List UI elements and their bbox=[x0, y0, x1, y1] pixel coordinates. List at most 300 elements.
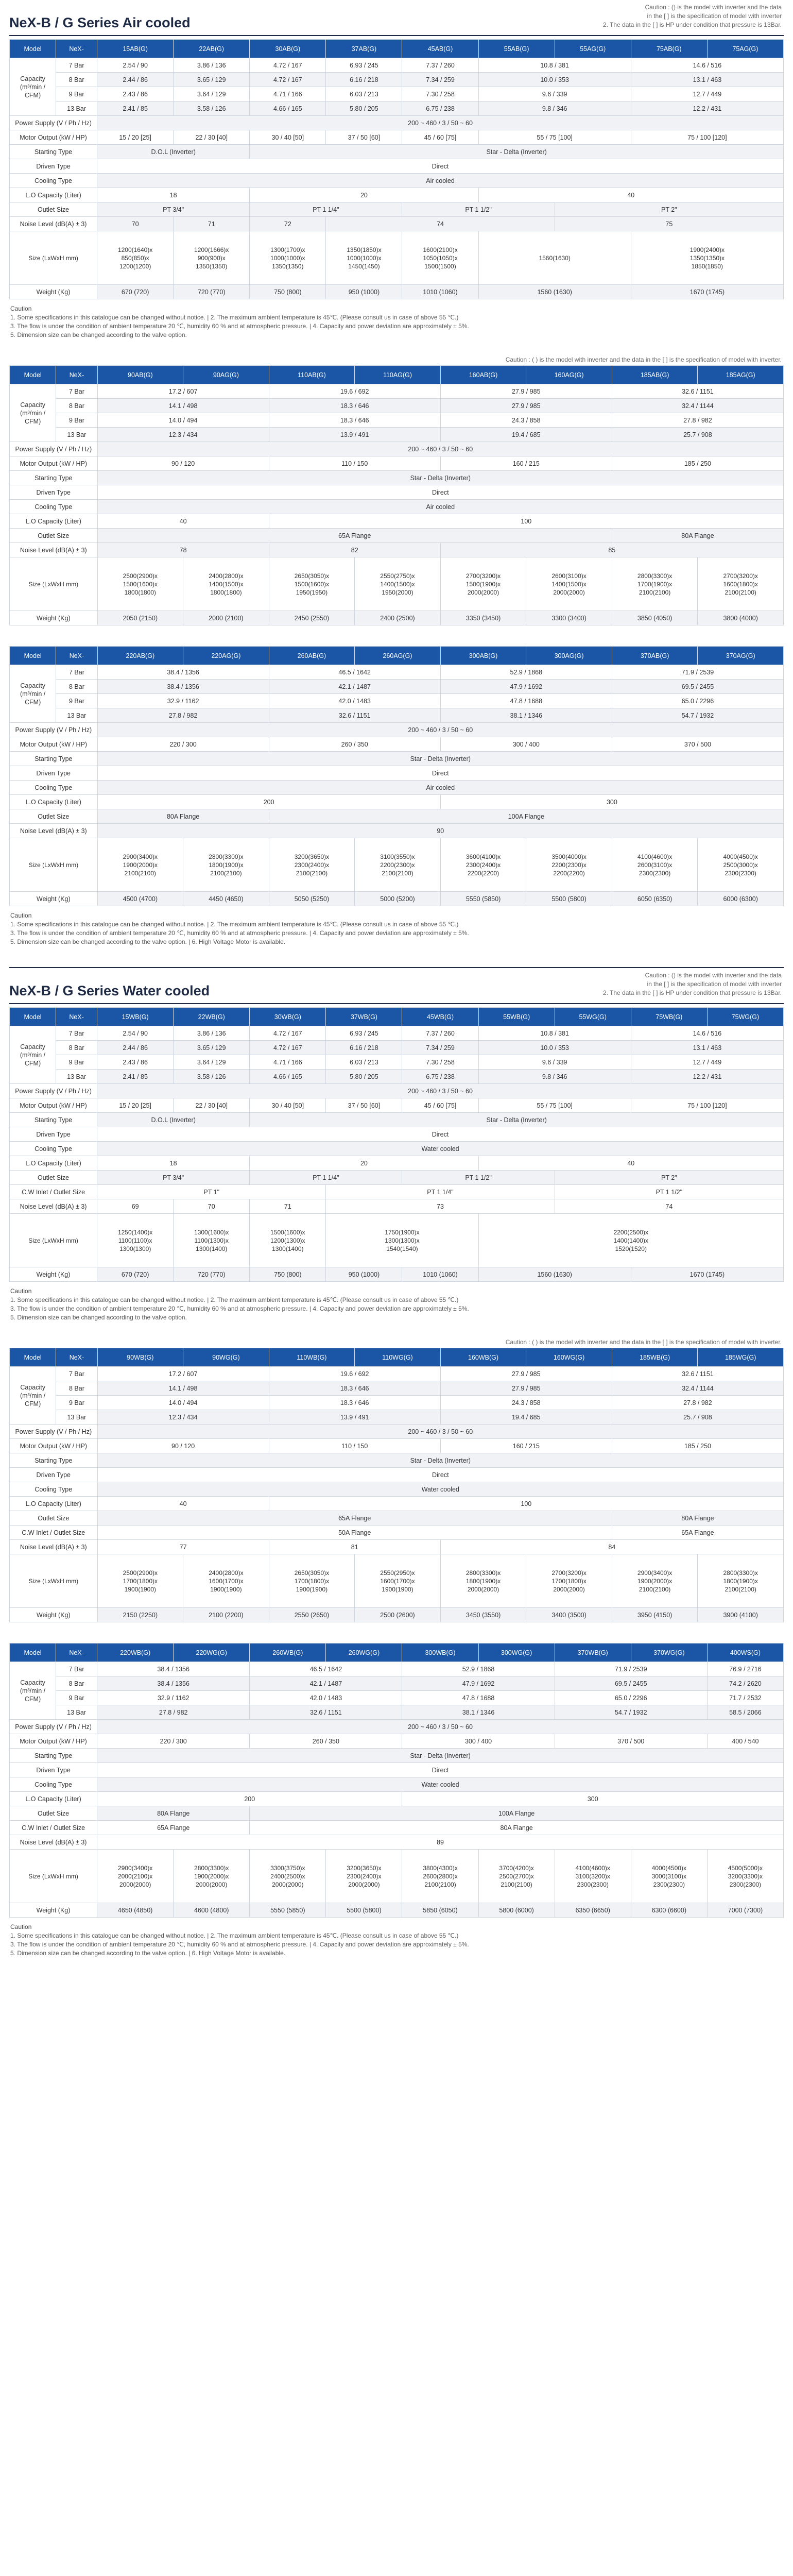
capacity-value: 18.3 / 646 bbox=[269, 1396, 440, 1410]
starting-row bbox=[10, 1113, 784, 1127]
capacity-value: 27.8 / 982 bbox=[97, 708, 269, 723]
header-cell: Model bbox=[10, 40, 56, 58]
header-row bbox=[10, 1348, 784, 1367]
lo-row bbox=[10, 514, 784, 529]
caution-line: 5. Dimension size can be changed according to the valve option. bbox=[10, 1314, 187, 1321]
row-value: 7000 (7300) bbox=[707, 1903, 783, 1918]
row-label: L.O Capacity (Liter) bbox=[10, 514, 98, 529]
note-line: in the [ ] is the specification of model with inverter bbox=[647, 12, 782, 20]
capacity-value: 2.41 / 85 bbox=[97, 1070, 174, 1084]
row-value: 2800(3300)x 1800(1900)x 2100(2100) bbox=[698, 1554, 784, 1608]
pressure-label: 8 Bar bbox=[56, 680, 97, 694]
capacity-value: 3.65 / 129 bbox=[174, 1041, 250, 1055]
header-cell: 110WG(G) bbox=[355, 1348, 441, 1367]
caution-heading: Caution bbox=[10, 1287, 32, 1295]
row-value: 75 bbox=[555, 217, 783, 231]
header-cell: 220WG(G) bbox=[174, 1643, 250, 1662]
row-value: 5050 (5250) bbox=[269, 892, 355, 906]
noise-row bbox=[10, 824, 784, 838]
capacity-value: 19.4 / 685 bbox=[440, 1410, 612, 1425]
capacity-row bbox=[10, 1410, 784, 1425]
row-value: 65A Flange bbox=[612, 1526, 783, 1540]
cooling-row bbox=[10, 781, 784, 795]
row-value: 750 (800) bbox=[250, 1267, 326, 1282]
capacity-label: Capacity (m³/min / CFM) bbox=[10, 58, 56, 116]
row-value: 2050 (2150) bbox=[97, 611, 183, 625]
driven-row bbox=[10, 1468, 784, 1482]
capacity-value: 9.6 / 339 bbox=[478, 1055, 631, 1070]
capacity-row bbox=[10, 1676, 784, 1691]
row-value: 185 / 250 bbox=[612, 1439, 783, 1453]
row-value: 2450 (2550) bbox=[269, 611, 355, 625]
row-value: PT 1 1/4" bbox=[326, 1185, 555, 1199]
row-label: Cooling Type bbox=[10, 500, 98, 514]
capacity-value: 38.1 / 1346 bbox=[440, 708, 612, 723]
driven-row bbox=[10, 1763, 784, 1777]
capacity-value: 65.0 / 2296 bbox=[555, 1691, 707, 1705]
row-label: Cooling Type bbox=[10, 1777, 97, 1792]
pressure-label: 13 Bar bbox=[56, 1410, 97, 1425]
note-line: in the [ ] is the specification of model with inverter bbox=[647, 980, 782, 988]
noise-row bbox=[10, 543, 784, 557]
capacity-label: Capacity (m³/min / CFM) bbox=[10, 665, 56, 723]
pressure-label: 9 Bar bbox=[56, 87, 97, 101]
capacity-value: 9.8 / 346 bbox=[478, 101, 631, 116]
caution-heading: Caution bbox=[10, 305, 32, 312]
header-cell: NeX- bbox=[56, 1348, 97, 1367]
row-label: Cooling Type bbox=[10, 1142, 97, 1156]
row-value: Direct bbox=[97, 159, 784, 174]
header-cell: 300WB(G) bbox=[402, 1643, 478, 1662]
row-value: Star - Delta (Inverter) bbox=[250, 145, 784, 159]
driven-row bbox=[10, 766, 784, 781]
capacity-value: 2.54 / 90 bbox=[97, 1026, 174, 1041]
row-label: Noise Level (dB(A) ± 3) bbox=[10, 543, 98, 557]
row-label: Size (LxWxH mm) bbox=[10, 1850, 97, 1903]
row-label: Driven Type bbox=[10, 485, 98, 500]
capacity-value: 25.7 / 908 bbox=[612, 428, 783, 442]
row-label: Size (LxWxH mm) bbox=[10, 1214, 97, 1267]
capacity-value: 2.43 / 86 bbox=[97, 87, 174, 101]
capacity-value: 6.03 / 213 bbox=[326, 1055, 402, 1070]
weight-row bbox=[10, 1608, 784, 1622]
row-value: 2500 (2600) bbox=[355, 1608, 441, 1622]
row-value: 3600(4100)x 2300(2400)x 2200(2200) bbox=[440, 838, 526, 892]
header-cell: 370WG(G) bbox=[631, 1643, 707, 1662]
row-label: Motor Output (kW / HP) bbox=[10, 130, 97, 145]
header-cell: 260AB(G) bbox=[269, 647, 355, 665]
row-value: 37 / 50 [60] bbox=[326, 130, 402, 145]
capacity-value: 58.5 / 2066 bbox=[707, 1705, 783, 1720]
cooling-row bbox=[10, 1142, 784, 1156]
cw-row bbox=[10, 1526, 784, 1540]
header-cell: 55WB(G) bbox=[478, 1008, 555, 1026]
header-cell: 260AG(G) bbox=[355, 647, 441, 665]
row-value: 84 bbox=[440, 1540, 783, 1554]
row-value: 22 / 30 [40] bbox=[174, 1098, 250, 1113]
capacity-value: 47.9 / 1692 bbox=[440, 680, 612, 694]
row-value: 4000(4500)x 3000(3100)x 2300(2300) bbox=[631, 1850, 707, 1903]
row-label: Outlet Size bbox=[10, 202, 97, 217]
row-value: 185 / 250 bbox=[612, 456, 783, 471]
size-row bbox=[10, 1850, 784, 1903]
row-value: 81 bbox=[269, 1540, 440, 1554]
row-value: 77 bbox=[97, 1540, 269, 1554]
row-value: 670 (720) bbox=[97, 1267, 174, 1282]
row-label: Cooling Type bbox=[10, 174, 97, 188]
lo-row bbox=[10, 188, 784, 202]
caution-line: 1. Some specifications in this catalogue can be changed without notice. | 2. The maximum ambient temperature is 45℃. (Please consult us in case of above 55 ℃.) bbox=[10, 314, 459, 321]
caution-line: 5. Dimension size can be changed according to the valve option. bbox=[10, 331, 187, 338]
weight-row bbox=[10, 1903, 784, 1918]
row-value: 2650(3050)x 1500(1600)x 1950(1950) bbox=[269, 557, 355, 611]
row-value: 4000(4500)x 2500(3000)x 2300(2300) bbox=[698, 838, 784, 892]
capacity-row bbox=[10, 1026, 784, 1041]
capacity-value: 9.6 / 339 bbox=[478, 87, 631, 101]
row-value: 90 bbox=[97, 824, 783, 838]
header-row bbox=[10, 40, 784, 58]
row-value: 1010 (1060) bbox=[402, 1267, 478, 1282]
capacity-value: 71.9 / 2539 bbox=[555, 1662, 707, 1676]
capacity-value: 27.9 / 985 bbox=[440, 1381, 612, 1396]
capacity-value: 18.3 / 646 bbox=[269, 413, 440, 428]
row-value: PT 1 1/2" bbox=[555, 1185, 783, 1199]
row-value: 5000 (5200) bbox=[355, 892, 441, 906]
outlet-row bbox=[10, 529, 784, 543]
header-cell: 160WG(G) bbox=[526, 1348, 612, 1367]
row-value: 1200(1666)x 900(900)x 1350(1350) bbox=[174, 231, 250, 285]
capacity-value: 27.8 / 982 bbox=[612, 413, 783, 428]
capacity-row bbox=[10, 1381, 784, 1396]
row-value: 200 ~ 460 / 3 / 50 ~ 60 bbox=[97, 723, 783, 737]
row-value: 2700(3200)x 1600(1800)x 2100(2100) bbox=[698, 557, 784, 611]
capacity-label: Capacity (m³/min / CFM) bbox=[10, 1662, 56, 1720]
row-value: 1350(1850)x 1000(1000)x 1450(1450) bbox=[326, 231, 402, 285]
row-label: Size (LxWxH mm) bbox=[10, 1554, 98, 1608]
capacity-value: 69.5 / 2455 bbox=[612, 680, 783, 694]
row-value: 100A Flange bbox=[269, 809, 783, 824]
row-value: 200 bbox=[97, 1792, 402, 1806]
capacity-row bbox=[10, 58, 784, 73]
row-value: 200 bbox=[97, 795, 440, 809]
row-value: 80A Flange bbox=[612, 1511, 783, 1526]
motor-row bbox=[10, 1098, 784, 1113]
row-value: Direct bbox=[97, 1127, 784, 1142]
header-cell: 300AG(G) bbox=[526, 647, 612, 665]
row-value: 6000 (6300) bbox=[698, 892, 784, 906]
header-cell: 15AB(G) bbox=[97, 40, 174, 58]
title-rule bbox=[9, 35, 784, 36]
capacity-value: 2.54 / 90 bbox=[97, 58, 174, 73]
row-value: 2550(2950)x 1600(1700)x 1900(1900) bbox=[355, 1554, 441, 1608]
header-cell: NeX- bbox=[56, 1643, 97, 1662]
section-title bbox=[9, 0, 784, 35]
row-value: 720 (770) bbox=[174, 1267, 250, 1282]
weight-row bbox=[10, 285, 784, 299]
pressure-label: 7 Bar bbox=[56, 384, 97, 399]
header-cell: 37AB(G) bbox=[326, 40, 402, 58]
pressure-label: 8 Bar bbox=[56, 73, 97, 87]
starting-row bbox=[10, 1453, 784, 1468]
row-label: Noise Level (dB(A) ± 3) bbox=[10, 1199, 97, 1214]
motor-row bbox=[10, 737, 784, 752]
header-cell: Model bbox=[10, 647, 56, 665]
row-value: 4650 (4850) bbox=[97, 1903, 174, 1918]
outlet-row bbox=[10, 809, 784, 824]
row-label: Power Supply (V / Ph / Hz) bbox=[10, 1425, 98, 1439]
row-label: Starting Type bbox=[10, 1749, 97, 1763]
capacity-value: 14.0 / 494 bbox=[97, 1396, 269, 1410]
capacity-value: 47.8 / 1688 bbox=[402, 1691, 555, 1705]
capacity-value: 10.0 / 353 bbox=[478, 1041, 631, 1055]
capacity-value: 14.6 / 516 bbox=[631, 58, 783, 73]
row-value: 55 / 75 [100] bbox=[478, 1098, 631, 1113]
row-value: 1300(1600)x 1100(1300)x 1300(1400) bbox=[174, 1214, 250, 1267]
capacity-row bbox=[10, 1705, 784, 1720]
capacity-value: 27.9 / 985 bbox=[440, 1367, 612, 1381]
row-value: 74 bbox=[555, 1199, 783, 1214]
row-value: 300 bbox=[440, 795, 783, 809]
row-value: 2150 (2250) bbox=[97, 1608, 183, 1622]
row-value: 300 / 400 bbox=[402, 1734, 555, 1749]
spacer bbox=[9, 1622, 784, 1643]
capacity-row bbox=[10, 1070, 784, 1084]
capacity-row bbox=[10, 708, 784, 723]
section-title bbox=[9, 968, 784, 1003]
capacity-value: 38.4 / 1356 bbox=[97, 1676, 250, 1691]
row-value: 70 bbox=[97, 217, 174, 231]
row-value: Water cooled bbox=[97, 1142, 784, 1156]
size-row bbox=[10, 838, 784, 892]
row-value: 1560 (1630) bbox=[478, 285, 631, 299]
capacity-row bbox=[10, 680, 784, 694]
row-value: 74 bbox=[326, 217, 555, 231]
header-cell: 220AG(G) bbox=[183, 647, 269, 665]
capacity-row bbox=[10, 73, 784, 87]
header-cell: 220WB(G) bbox=[97, 1643, 174, 1662]
capacity-row bbox=[10, 1367, 784, 1381]
capacity-value: 71.9 / 2539 bbox=[612, 665, 783, 680]
capacity-value: 7.30 / 258 bbox=[402, 1055, 478, 1070]
row-value: PT 1 1/2" bbox=[402, 202, 555, 217]
row-value: 370 / 500 bbox=[612, 737, 783, 752]
row-value: 200 ~ 460 / 3 / 50 ~ 60 bbox=[97, 116, 784, 130]
row-label: Weight (Kg) bbox=[10, 1608, 98, 1622]
row-value: Star - Delta (Inverter) bbox=[97, 1453, 783, 1468]
capacity-row bbox=[10, 1691, 784, 1705]
header-cell: 22WB(G) bbox=[174, 1008, 250, 1026]
capacity-value: 12.2 / 431 bbox=[631, 101, 783, 116]
row-value: 80A Flange bbox=[97, 1806, 250, 1821]
lo-row bbox=[10, 1497, 784, 1511]
capacity-value: 18.3 / 646 bbox=[269, 1381, 440, 1396]
row-label: C.W Inlet / Outlet Size bbox=[10, 1185, 97, 1199]
row-value: 1670 (1745) bbox=[631, 1267, 783, 1282]
header-cell: 75AB(G) bbox=[631, 40, 707, 58]
row-label: Starting Type bbox=[10, 1453, 98, 1468]
title-rule bbox=[9, 1003, 784, 1004]
row-value: 1560(1630) bbox=[478, 231, 631, 285]
row-value: 1200(1640)x 850(850)x 1200(1200) bbox=[97, 231, 174, 285]
caption-line: Caution : ( ) is the model with inverter and the data in the [ ] is the specification of model with inverter. bbox=[505, 356, 782, 363]
capacity-value: 38.4 / 1356 bbox=[97, 1662, 250, 1676]
caution-line: 3. The flow is under the condition of ambient temperature 20 ℃, humidity 60 % and at atmospheric pressure. | 4. Capacity and power deviation are approximately ± 5%. bbox=[10, 1305, 469, 1312]
size-row bbox=[10, 1554, 784, 1608]
row-label: Cooling Type bbox=[10, 1482, 98, 1497]
header-row bbox=[10, 366, 784, 384]
capacity-value: 27.9 / 985 bbox=[440, 399, 612, 413]
row-value: 1560 (1630) bbox=[478, 1267, 631, 1282]
spec-table bbox=[9, 1007, 784, 1282]
row-value: 45 / 60 [75] bbox=[402, 130, 478, 145]
row-value: 160 / 215 bbox=[440, 1439, 612, 1453]
header-cell: Model bbox=[10, 366, 56, 384]
capacity-value: 32.9 / 1162 bbox=[97, 694, 269, 708]
row-value: 100 bbox=[269, 514, 783, 529]
row-label: Driven Type bbox=[10, 1127, 97, 1142]
row-value: 82 bbox=[269, 543, 440, 557]
capacity-value: 42.1 / 1487 bbox=[250, 1676, 402, 1691]
caution-block bbox=[9, 1918, 784, 1958]
outlet-row bbox=[10, 1171, 784, 1185]
capacity-value: 6.93 / 245 bbox=[326, 1026, 402, 1041]
capacity-value: 65.0 / 2296 bbox=[612, 694, 783, 708]
capacity-value: 32.6 / 1151 bbox=[612, 384, 783, 399]
capacity-value: 7.34 / 259 bbox=[402, 73, 478, 87]
row-value: 3950 (4150) bbox=[612, 1608, 698, 1622]
row-label: L.O Capacity (Liter) bbox=[10, 1792, 97, 1806]
pressure-label: 9 Bar bbox=[56, 694, 97, 708]
row-value: 45 / 60 [75] bbox=[402, 1098, 478, 1113]
caution-line: 3. The flow is under the condition of ambient temperature 20 ℃, humidity 60 % and at atmospheric pressure. | 4. Capacity and power deviation are approximately ± 5%. bbox=[10, 929, 469, 937]
caution-line: 5. Dimension size can be changed according to the valve option. | 6. High Voltage Motor is available. bbox=[10, 938, 286, 945]
driven-row bbox=[10, 159, 784, 174]
power-row bbox=[10, 442, 784, 456]
size-row bbox=[10, 557, 784, 611]
capacity-value: 24.3 / 858 bbox=[440, 1396, 612, 1410]
starting-row bbox=[10, 1749, 784, 1763]
row-value: 69 bbox=[97, 1199, 174, 1214]
row-value: 220 / 300 bbox=[97, 1734, 250, 1749]
capacity-value: 38.4 / 1356 bbox=[97, 680, 269, 694]
row-value: 3300(3750)x 2400(2500)x 2000(2000) bbox=[250, 1850, 326, 1903]
capacity-value: 27.8 / 982 bbox=[97, 1705, 250, 1720]
row-value: Water cooled bbox=[97, 1777, 784, 1792]
row-value: 3850 (4050) bbox=[612, 611, 698, 625]
row-value: 2550(2750)x 1400(1500)x 1950(2000) bbox=[355, 557, 441, 611]
outlet-row bbox=[10, 202, 784, 217]
capacity-value: 7.34 / 259 bbox=[402, 1041, 478, 1055]
row-value: 65A Flange bbox=[97, 1821, 250, 1835]
caution-heading: Caution bbox=[10, 1923, 32, 1930]
row-value: 18 bbox=[97, 188, 250, 202]
capacity-value: 10.8 / 381 bbox=[478, 1026, 631, 1041]
header-cell: 45AB(G) bbox=[402, 40, 478, 58]
row-value: 2800(3300)x 1700(1900)x 2100(2100) bbox=[612, 557, 698, 611]
row-value: 89 bbox=[97, 1835, 784, 1850]
row-value: 300 bbox=[402, 1792, 784, 1806]
header-cell: 185AB(G) bbox=[612, 366, 698, 384]
capacity-value: 18.3 / 646 bbox=[269, 399, 440, 413]
capacity-value: 6.75 / 238 bbox=[402, 101, 478, 116]
header-cell: 30WB(G) bbox=[250, 1008, 326, 1026]
row-label: Driven Type bbox=[10, 1468, 98, 1482]
row-label: Noise Level (dB(A) ± 3) bbox=[10, 1835, 97, 1850]
row-value: 2550 (2650) bbox=[269, 1608, 355, 1622]
pressure-label: 7 Bar bbox=[56, 1367, 97, 1381]
capacity-value: 24.3 / 858 bbox=[440, 413, 612, 428]
row-label: Power Supply (V / Ph / Hz) bbox=[10, 1084, 97, 1098]
header-cell: 45WB(G) bbox=[402, 1008, 478, 1026]
cw-row bbox=[10, 1821, 784, 1835]
starting-row bbox=[10, 145, 784, 159]
pressure-label: 9 Bar bbox=[56, 1396, 97, 1410]
capacity-value: 2.43 / 86 bbox=[97, 1055, 174, 1070]
row-label: Motor Output (kW / HP) bbox=[10, 1439, 98, 1453]
row-value: PT 1 1/4" bbox=[250, 1171, 402, 1185]
starting-row bbox=[10, 752, 784, 766]
row-value: 75 / 100 [120] bbox=[631, 1098, 783, 1113]
row-value: 3400 (3500) bbox=[526, 1608, 612, 1622]
header-cell: 220AB(G) bbox=[97, 647, 183, 665]
power-row bbox=[10, 116, 784, 130]
row-label: Power Supply (V / Ph / Hz) bbox=[10, 442, 98, 456]
noise-row bbox=[10, 1540, 784, 1554]
row-label: Starting Type bbox=[10, 752, 98, 766]
capacity-value: 7.30 / 258 bbox=[402, 87, 478, 101]
row-label: C.W Inlet / Outlet Size bbox=[10, 1821, 97, 1835]
capacity-value: 3.64 / 129 bbox=[174, 87, 250, 101]
capacity-row bbox=[10, 413, 784, 428]
row-value: 50A Flange bbox=[97, 1526, 612, 1540]
capacity-value: 4.72 / 167 bbox=[250, 1041, 326, 1055]
row-value: 65A Flange bbox=[97, 1511, 612, 1526]
spec-table bbox=[9, 39, 784, 299]
capacity-value: 17.2 / 607 bbox=[97, 1367, 269, 1381]
header-cell: 185WB(G) bbox=[612, 1348, 698, 1367]
row-value: PT 1" bbox=[97, 1185, 326, 1199]
pressure-label: 8 Bar bbox=[56, 399, 97, 413]
header-cell: NeX- bbox=[56, 1008, 97, 1026]
capacity-value: 12.7 / 449 bbox=[631, 1055, 783, 1070]
row-value: 71 bbox=[250, 1199, 326, 1214]
row-value: 72 bbox=[250, 217, 326, 231]
row-value: 2400(2800)x 1600(1700)x 1900(1900) bbox=[183, 1554, 269, 1608]
capacity-value: 42.0 / 1483 bbox=[269, 694, 440, 708]
row-value: 4100(4600)x 2600(3100)x 2300(2300) bbox=[612, 838, 698, 892]
caution-line: 1. Some specifications in this catalogue can be changed without notice. | 2. The maximum ambient temperature is 45℃. (Please consult us in case of above 55 ℃.) bbox=[10, 1932, 459, 1939]
row-value: Star - Delta (Inverter) bbox=[97, 1749, 784, 1763]
row-label: Noise Level (dB(A) ± 3) bbox=[10, 217, 97, 231]
capacity-value: 9.8 / 346 bbox=[478, 1070, 631, 1084]
row-value: 3500(4000)x 2200(2300)x 2200(2200) bbox=[526, 838, 612, 892]
row-label: Starting Type bbox=[10, 145, 97, 159]
capacity-value: 52.9 / 1868 bbox=[402, 1662, 555, 1676]
cw-row bbox=[10, 1185, 784, 1199]
row-value: 110 / 150 bbox=[269, 456, 440, 471]
spec-table bbox=[9, 646, 784, 906]
row-value: 80A Flange bbox=[612, 529, 783, 543]
row-value: PT 3/4" bbox=[97, 1171, 250, 1185]
capacity-value: 54.7 / 1932 bbox=[555, 1705, 707, 1720]
header-cell: 185AG(G) bbox=[698, 366, 784, 384]
row-label: Noise Level (dB(A) ± 3) bbox=[10, 1540, 98, 1554]
capacity-value: 71.7 / 2532 bbox=[707, 1691, 783, 1705]
capacity-value: 5.80 / 205 bbox=[326, 101, 402, 116]
row-label: Power Supply (V / Ph / Hz) bbox=[10, 1720, 97, 1734]
header-cell: Model bbox=[10, 1008, 56, 1026]
row-value: Direct bbox=[97, 766, 783, 781]
